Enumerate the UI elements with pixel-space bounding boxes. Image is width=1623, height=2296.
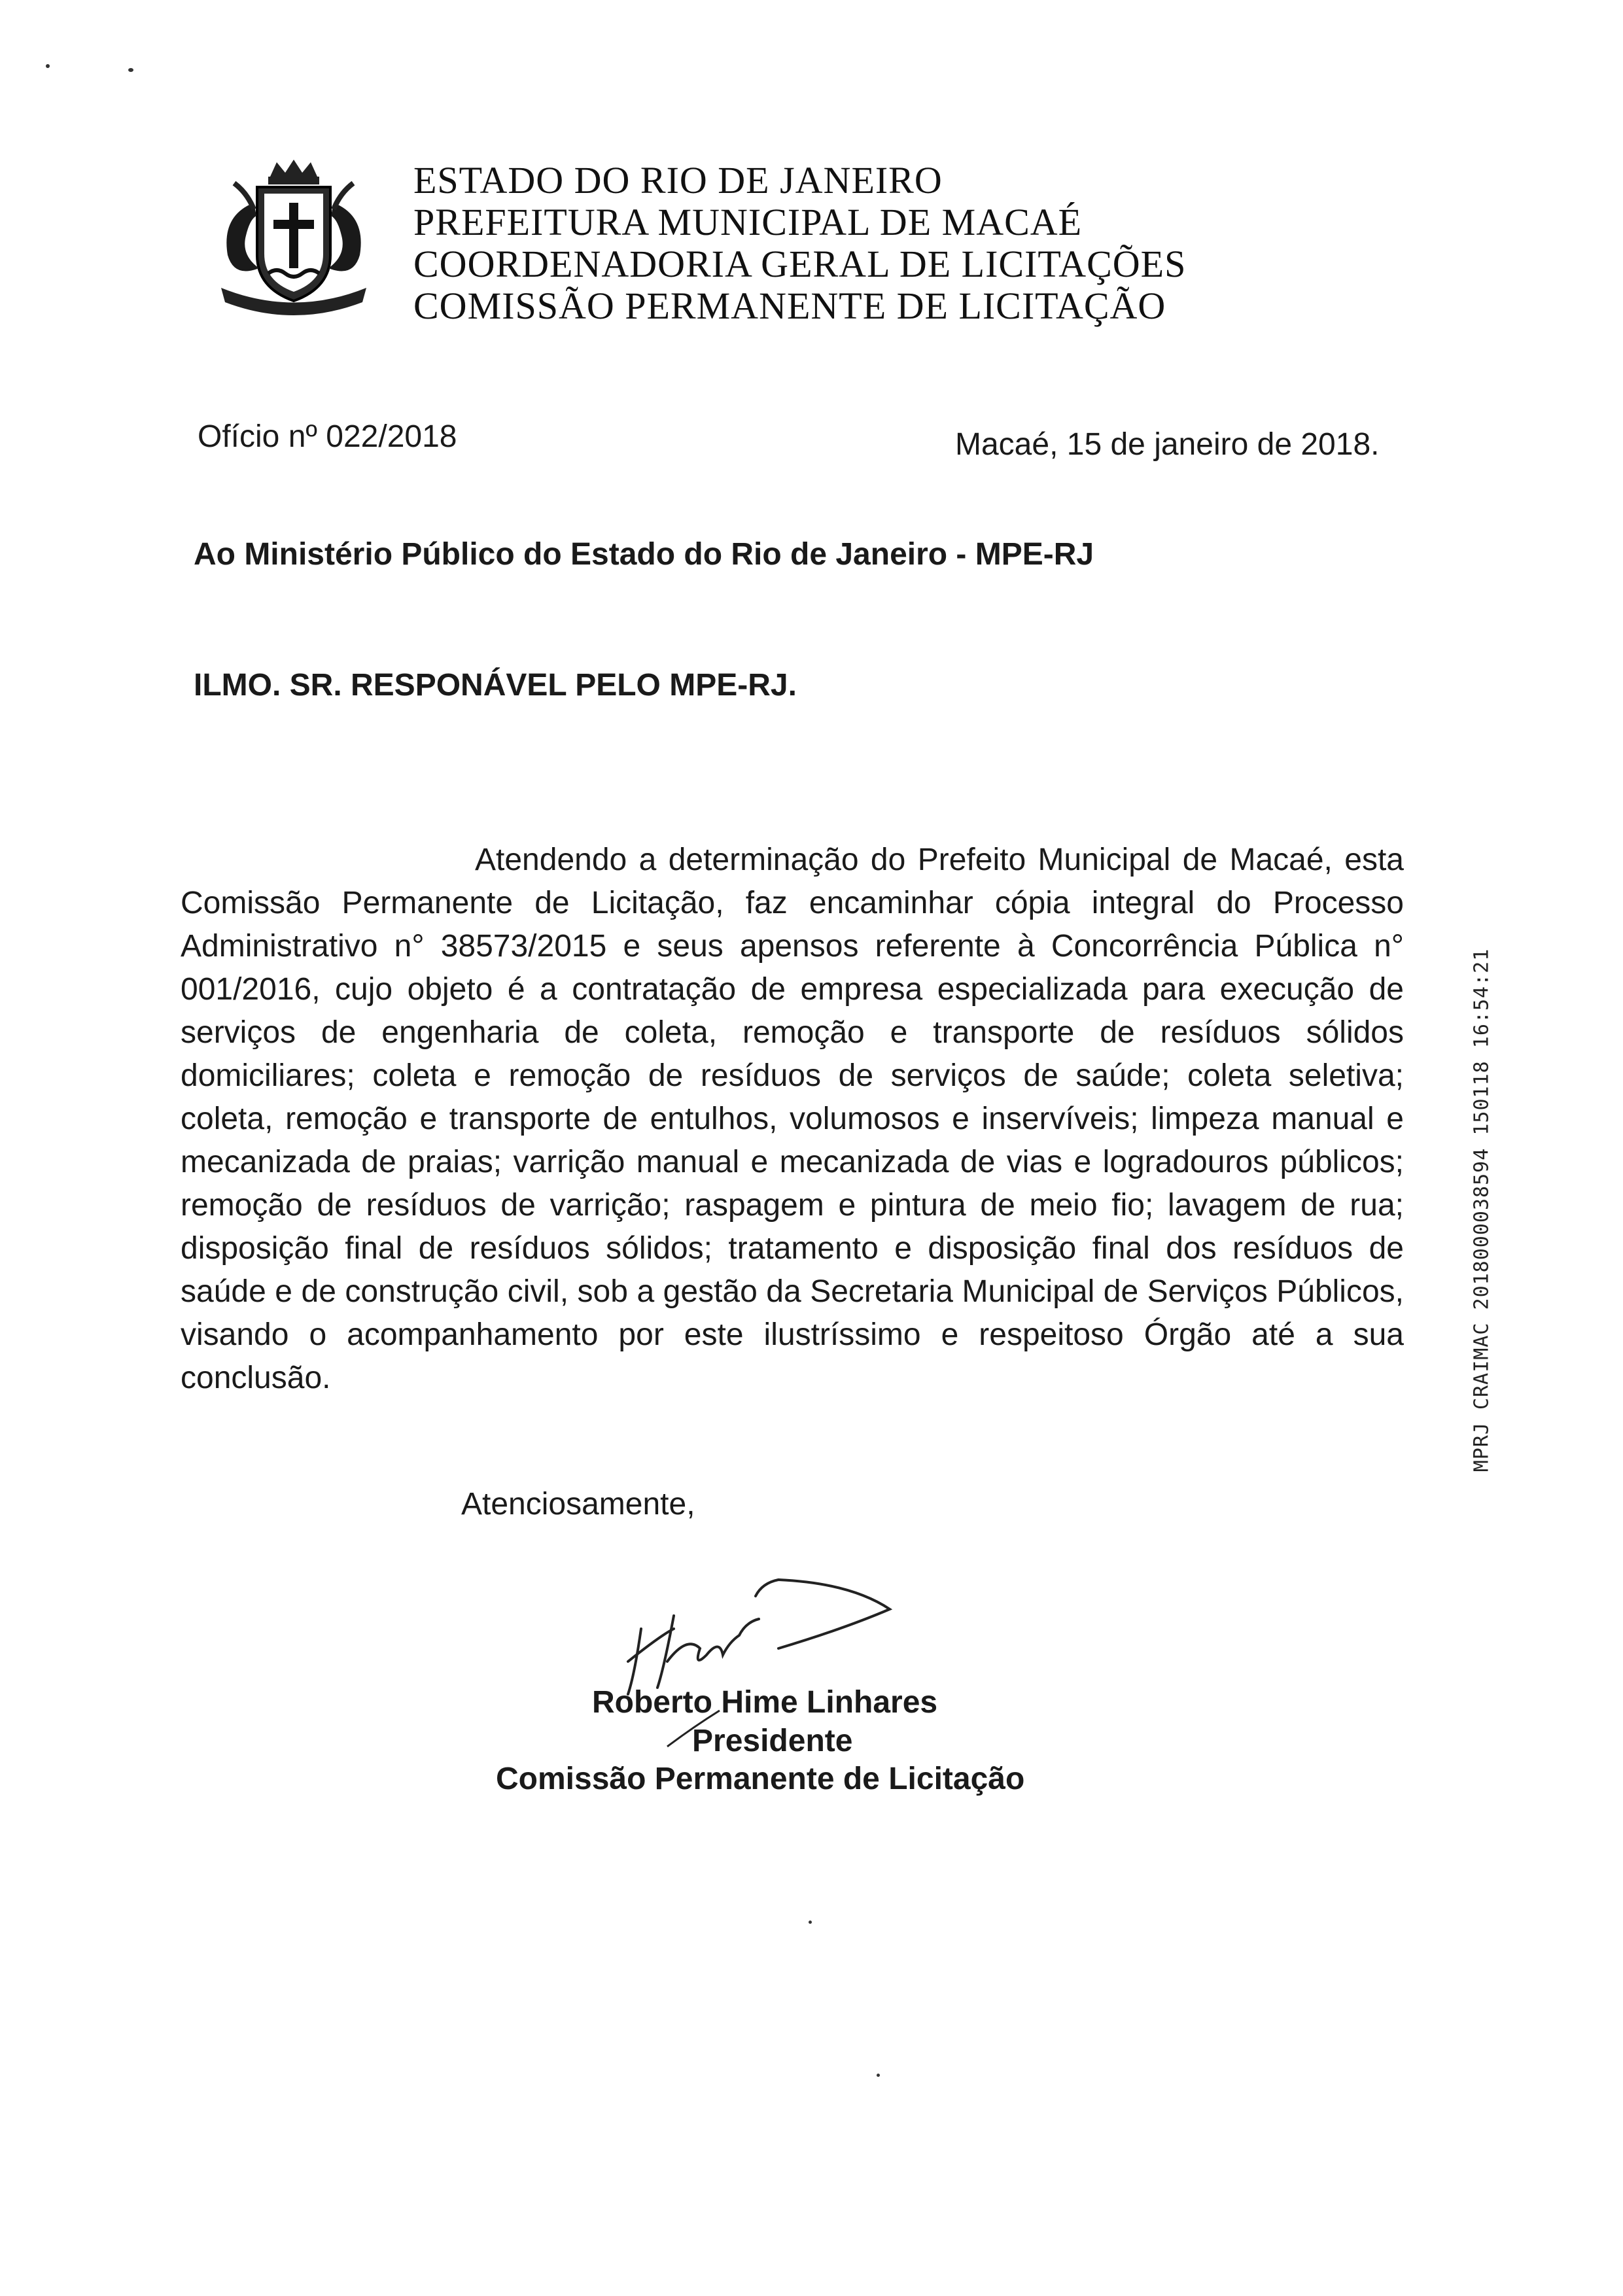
scan-speck	[128, 68, 133, 72]
letterhead-line-commission: COMISSÃO PERMANENTE DE LICITAÇÃO	[413, 285, 1166, 327]
place-date: Macaé, 15 de janeiro de 2018.	[955, 427, 1380, 462]
signatory-department: Comissão Permanente de Licitação	[496, 1762, 1025, 1796]
signatory-role: Presidente	[692, 1724, 853, 1758]
letterhead-line-coordination: COORDENADORIA GERAL DE LICITAÇÕES	[413, 243, 1187, 285]
letter-body: Atendendo a determinação do Prefeito Municipal de Macaé, esta Comissão Permanente de Licitação, faz encaminhar cópia integral do Processo Administrativo n° 38573/2015 e seus apensos referente à Concorrência Pública n° 001/2016, cujo objeto é a contratação de empresa especializada para execução de serviços de engenharia de coleta, remoção e transporte de resíduos sólidos domiciliares; coleta e remoção de resíduos de serviços de saúde; coleta seletiva; coleta, remoção e transporte de entulhos, volumosos e inservíveis; limpeza manual e mecanizada de praias; varrição manual e mecanizada de vias e logradouros públicos; remoção de resíduos de varrição; raspagem e pintura de meio fio; lavagem de rua; disposição final de resíduos sólidos; tratamento e disposição final dos resíduos de saúde e de construção civil, sob a gestão da Secretaria Municipal de Serviços Públicos, visando o acompanhamento por este ilustríssimo e respeitoso Órgão até a sua conclusão.	[181, 843, 1404, 1395]
scan-speck	[877, 2074, 880, 2077]
scan-speck	[46, 64, 50, 68]
signatory-name: Roberto Hime Linhares	[592, 1685, 938, 1720]
protocol-stamp	[1459, 948, 1505, 1472]
salutation: ILMO. SR. RESPONÁVEL PELO MPE-RJ.	[194, 668, 797, 703]
office-number: Ofício nº 022/2018	[198, 419, 457, 454]
municipal-coat-of-arms-icon	[208, 157, 379, 319]
closing: Atenciosamente,	[461, 1487, 695, 1522]
protocol-stamp-text: MPRJ CRAIMAC 2018000038594 150118 16:54:21	[1470, 948, 1493, 1472]
scan-speck	[809, 1921, 812, 1924]
recipient: Ao Ministério Público do Estado do Rio de Janeiro - MPE-RJ	[194, 537, 1094, 572]
letterhead-line-prefecture: PREFEITURA MUNICIPAL DE MACAÉ	[413, 201, 1083, 243]
letterhead-line-state: ESTADO DO RIO DE JANEIRO	[413, 159, 943, 201]
letterhead	[413, 160, 1329, 327]
